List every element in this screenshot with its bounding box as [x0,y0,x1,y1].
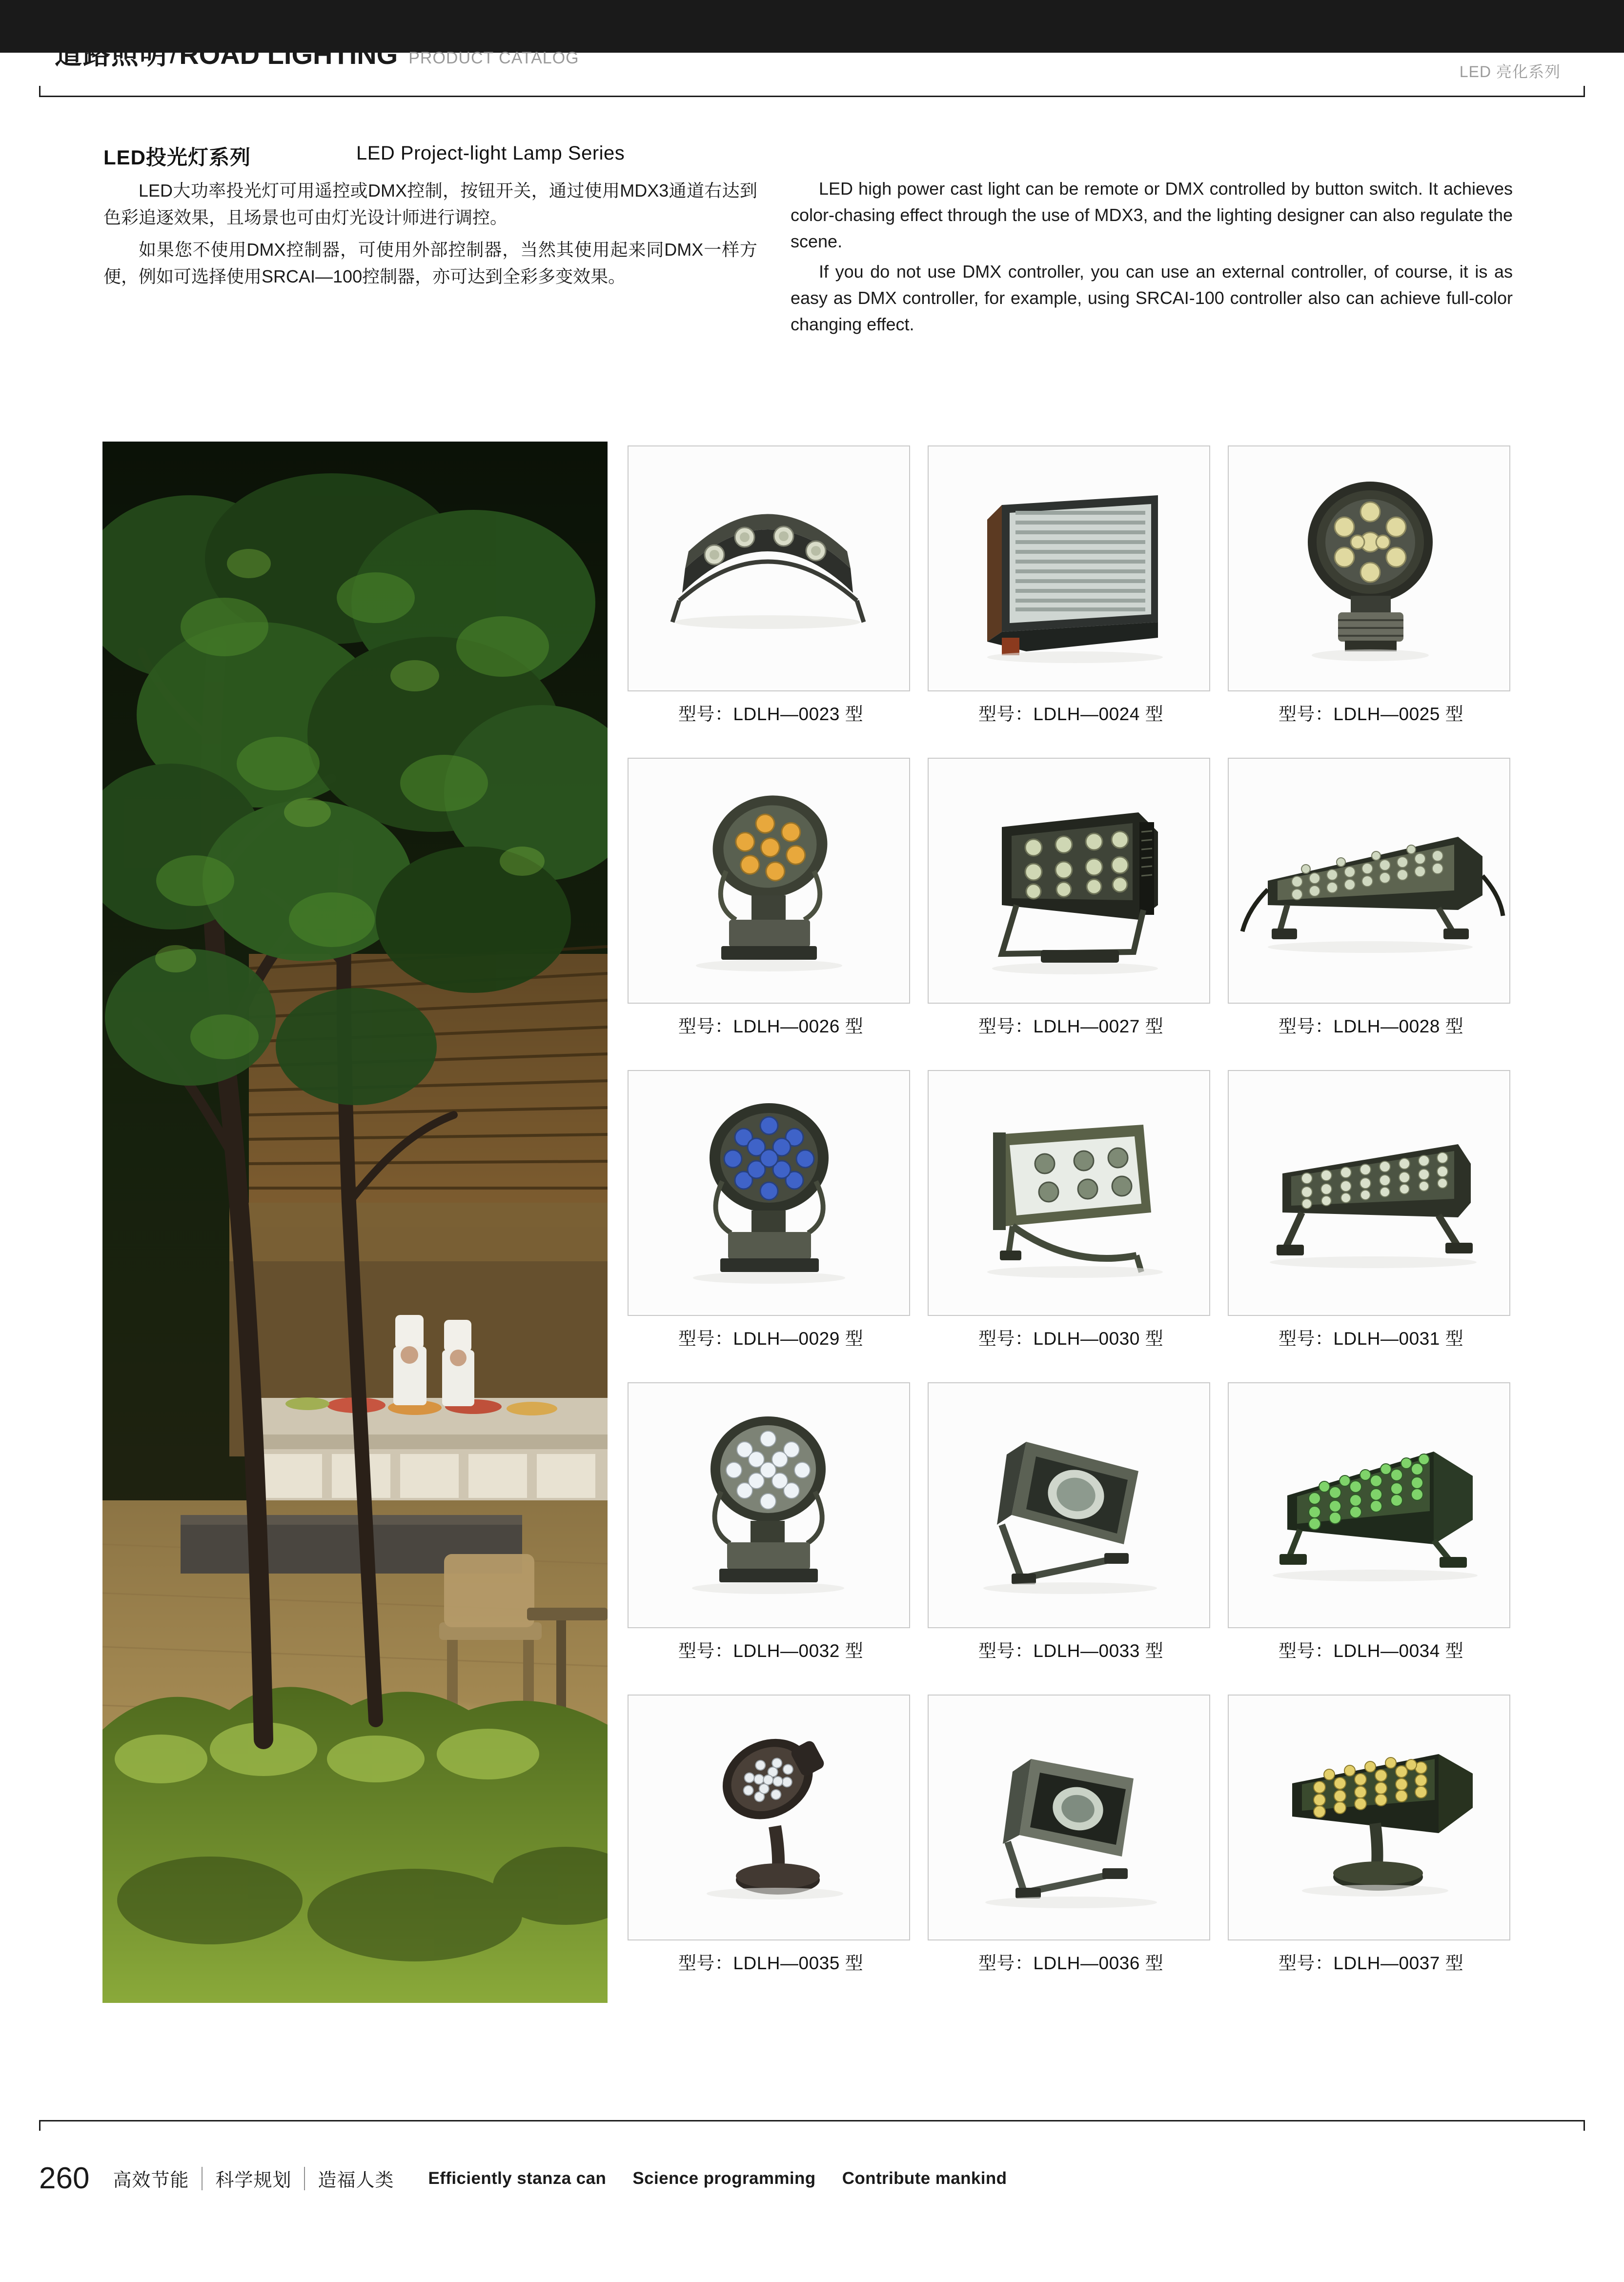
product-image-frame [1228,445,1510,691]
product-cell[interactable] [621,1378,921,1691]
product-cell[interactable] [1221,1066,1521,1378]
footer-en-item-3: Contribute mankind [842,2168,1007,2188]
product-caption: 型号：LDLH—0027 型 [978,1016,1164,1036]
product-cell[interactable] [621,442,921,754]
product-caption: 型号：LDLH—0026 型 [678,1016,864,1036]
product-illustration-wall-washer-long [1229,759,1507,1001]
page-number: 260 [39,2161,90,2195]
product-illustration-round-9led [1229,446,1507,688]
header-rule-tick-left [39,86,41,97]
product-image-frame [1228,1070,1510,1316]
product-cell[interactable] [621,1691,921,2003]
product-illustration-rect-6led-handle [929,1071,1207,1313]
product-caption: 型号：LDLH—0034 型 [1278,1641,1464,1661]
product-caption: 型号：LDLH—0031 型 [1278,1329,1464,1349]
product-cell[interactable] [1221,442,1521,754]
product-illustration-cob-flood-slim [929,1696,1207,1938]
product-caption: 型号：LDLH—0029 型 [678,1329,864,1349]
product-image-frame [628,1382,910,1628]
footer-cn-item-1: 高效节能 [113,2170,189,2191]
product-illustration-round-white-base [629,1383,907,1625]
product-caption: 型号：LDLH—0024 型 [978,704,1164,724]
intro-cn-paragraph-2: 如果您不使用DMX控制器，可使用外部控制器，当然其使用起来同DMX一样方便，例如可选择使用SRCAI—100控制器，亦可达到全彩多变效果。 [103,240,757,287]
product-illustration-array-on-stand [1229,1696,1507,1938]
series-title-en: LED Project-light Lamp Series [356,142,625,164]
intro-chinese-column [103,178,757,296]
product-cell[interactable] [1221,1691,1521,2003]
footer-rule [39,2120,1585,2121]
page-footer [0,2116,1624,2282]
product-cell[interactable] [921,442,1221,754]
header-rule [39,96,1585,97]
footer-en-items [428,2169,1029,2188]
product-caption: 型号：LDLH—0030 型 [978,1329,1164,1349]
header-series-label: LED 亮化系列 [1459,63,1561,81]
intro-cn-paragraph-1: LED大功率投光灯可用遥控或DMX控制，按钮开关，通过使用MDX3通道右达到色彩追逐效果，且场景也可由灯光设计师进行调控。 [103,181,757,227]
product-image-frame [628,1695,910,1940]
header-subtitle: PRODUCT CATALOG [408,49,579,67]
product-illustration-arc-bar [629,446,907,688]
product-image-frame [928,1070,1210,1316]
scene-photo [102,442,608,2003]
product-cell[interactable] [621,1066,921,1378]
intro-en-paragraph-2: If you do not use DMX controller, you can use an external controller, of course, it is as easy as DMX controller, for example, using SRCAI-100 controller also can achieve full-color changing effect. [791,262,1513,334]
product-illustration-round-amber-base [629,759,907,1001]
header-title [55,38,579,68]
footer-rule-tick-right [1583,2120,1585,2131]
header-title-cn: 道路照明 [55,39,168,70]
product-caption: 型号：LDLH—0035 型 [678,1953,864,1973]
product-image-frame [1228,1695,1510,1940]
product-caption: 型号：LDLH—0025 型 [1278,704,1464,724]
product-cell[interactable] [1221,1378,1521,1691]
product-illustration-round-blue-base [629,1071,907,1313]
header-title-en: ROAD LIGHTING [179,39,398,70]
product-cell[interactable] [621,754,921,1066]
product-image-frame [1228,1382,1510,1628]
product-image-frame [628,758,910,1004]
product-caption: 型号：LDLH—0037 型 [1278,1953,1464,1973]
product-caption: 型号：LDLH—0033 型 [978,1641,1164,1661]
footer-cn-item-3: 造福人类 [318,2170,394,2191]
product-caption: 型号：LDLH—0028 型 [1278,1016,1464,1036]
product-illustration-green-array-36 [1229,1383,1507,1625]
intro-en-paragraph-1: LED high power cast light can be remote or DMX controlled by button switch. It achieves color-chasing effect through the use of MDX3, and the lighting designer can also regulate the scene. [791,179,1513,251]
footer-en-item-2: Science programming [632,2168,816,2188]
product-illustration-rect-12led [929,759,1207,1001]
product-cell[interactable] [921,1691,1221,2003]
footer-cn-item-2: 科学规划 [215,2170,292,2191]
header-rule-tick-right [1583,86,1585,97]
product-grid [621,442,1521,2003]
product-image-frame [928,1382,1210,1628]
scene-photo-illustration [102,442,608,2003]
footer-en-item-1: Efficiently stanza can [428,2168,607,2188]
product-illustration-spike-round-lamp [629,1696,907,1938]
product-caption: 型号：LDLH—0023 型 [678,704,864,724]
product-illustration-wall-washer-angled [1229,1071,1507,1313]
product-cell[interactable] [921,1378,1221,1691]
product-image-frame [628,1070,910,1316]
header-title-slash: / [170,36,179,70]
product-illustration-panel-flood [929,446,1207,688]
intro-english-column [791,176,1513,342]
series-title-cn: LED投光灯系列 [103,146,251,169]
product-cell[interactable] [921,754,1221,1066]
product-image-frame [628,445,910,691]
product-image-frame [928,445,1210,691]
footer-rule-tick-left [39,2120,41,2131]
content-area [0,442,1624,2037]
product-cell[interactable] [921,1066,1221,1378]
product-image-frame [928,758,1210,1004]
product-cell[interactable] [1221,754,1521,1066]
product-image-frame [928,1695,1210,1940]
page-header [0,0,1624,113]
product-caption: 型号：LDLH—0036 型 [978,1953,1164,1973]
product-illustration-cob-flood-tilt [929,1383,1207,1625]
product-image-frame [1228,758,1510,1004]
footer-content [39,2161,1028,2196]
product-caption: 型号：LDLH—0032 型 [678,1641,864,1661]
